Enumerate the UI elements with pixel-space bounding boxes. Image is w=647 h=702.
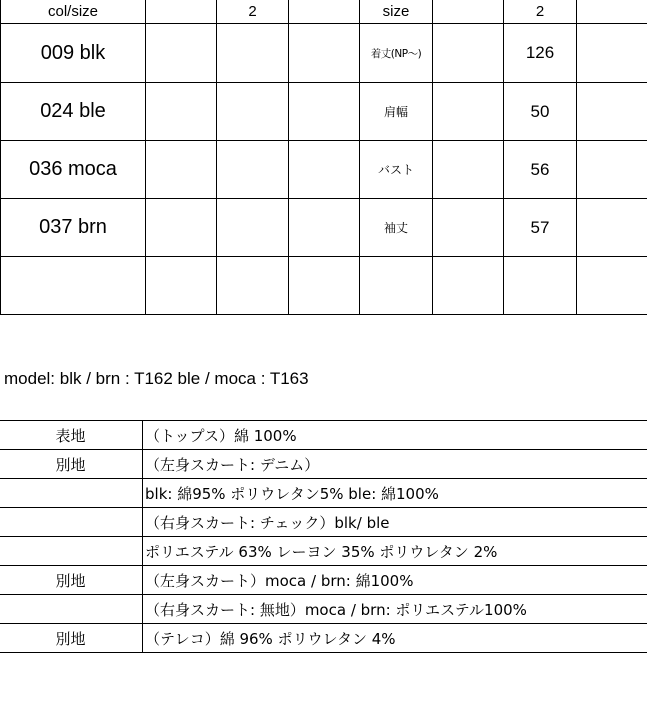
fabric-composition: （右身スカート: チェック）blk/ ble (143, 508, 647, 537)
empty-cell (289, 141, 360, 199)
empty-cell (433, 257, 504, 315)
fabric-part-label: 表地 (0, 421, 143, 450)
empty-cell (577, 199, 647, 257)
color-name: 024 ble (1, 83, 146, 141)
measurement-label: バスト (360, 141, 433, 199)
fabric-row (0, 450, 647, 479)
empty-cell (433, 24, 504, 83)
measurement-value: 57 (504, 199, 577, 257)
empty-cell (217, 141, 289, 199)
empty-cell (289, 257, 360, 315)
fabric-part-label (0, 537, 143, 566)
empty-cell (146, 199, 217, 257)
fabric-part-label (0, 479, 143, 508)
fabric-row (0, 566, 647, 595)
color-name: 036 moca (1, 141, 146, 199)
fabric-composition: （右身スカート: 無地）moca / brn: ポリエステル100% (143, 595, 647, 624)
fabric-composition: （トップス）綿 100% (143, 421, 647, 450)
fabric-part-label (0, 595, 143, 624)
col-size-header: col/size (1, 0, 146, 24)
fabric-part-label: 別地 (0, 624, 143, 653)
empty-cell (360, 257, 433, 315)
empty-cell (289, 83, 360, 141)
table-row (1, 199, 647, 257)
empty-cell (504, 257, 577, 315)
empty-cell (433, 199, 504, 257)
fabric-row (0, 595, 647, 624)
fabric-row (0, 624, 647, 653)
model-height-note: model: blk / brn : T162 ble / moca : T163 (4, 369, 309, 388)
fabric-composition: ポリエステル 63% レーヨン 35% ポリウレタン 2% (143, 537, 647, 566)
empty-cell (577, 24, 647, 83)
size-value-header: 2 (504, 0, 577, 24)
measurement-value: 56 (504, 141, 577, 199)
measurement-label: 袖丈 (360, 199, 433, 257)
table-row (1, 24, 647, 83)
fabric-composition-table (0, 420, 647, 653)
measurement-value: 50 (504, 83, 577, 141)
empty-cell (289, 199, 360, 257)
fabric-part-label: 別地 (0, 450, 143, 479)
fabric-composition: （左身スカート: デニム） (143, 450, 647, 479)
empty-cell (146, 141, 217, 199)
fabric-row (0, 479, 647, 508)
empty-cell (217, 24, 289, 83)
fabric-part-label: 別地 (0, 566, 143, 595)
empty-row (1, 257, 647, 315)
fabric-composition: （左身スカート）moca / brn: 綿100% (143, 566, 647, 595)
table-header-row (1, 0, 647, 24)
fabric-composition: blk: 綿95% ポリウレタン5% ble: 綿100% (143, 479, 647, 508)
empty-cell (146, 83, 217, 141)
empty-cell (289, 0, 360, 24)
empty-cell (146, 24, 217, 83)
empty-cell (1, 257, 146, 315)
empty-cell (577, 0, 647, 24)
color-name: 037 brn (1, 199, 146, 257)
empty-cell (433, 0, 504, 24)
empty-cell (577, 83, 647, 141)
table-row (1, 83, 647, 141)
size-column-header: 2 (217, 0, 289, 24)
table-row (1, 141, 647, 199)
fabric-row (0, 508, 647, 537)
size-label-header: size (360, 0, 433, 24)
measurement-label: 着丈(NP〜) (360, 24, 433, 83)
empty-cell (217, 199, 289, 257)
empty-cell (146, 257, 217, 315)
fabric-row (0, 421, 647, 450)
fabric-row (0, 537, 647, 566)
color-name: 009 blk (1, 24, 146, 83)
empty-cell (577, 257, 647, 315)
measurement-label: 肩幅 (360, 83, 433, 141)
empty-cell (577, 141, 647, 199)
empty-cell (433, 83, 504, 141)
empty-cell (433, 141, 504, 199)
fabric-part-label (0, 508, 143, 537)
measurement-value: 126 (504, 24, 577, 83)
empty-cell (146, 0, 217, 24)
empty-cell (217, 257, 289, 315)
fabric-composition: （テレコ）綿 96% ポリウレタン 4% (143, 624, 647, 653)
size-chart-table (0, 0, 647, 315)
empty-cell (289, 24, 360, 83)
empty-cell (217, 83, 289, 141)
